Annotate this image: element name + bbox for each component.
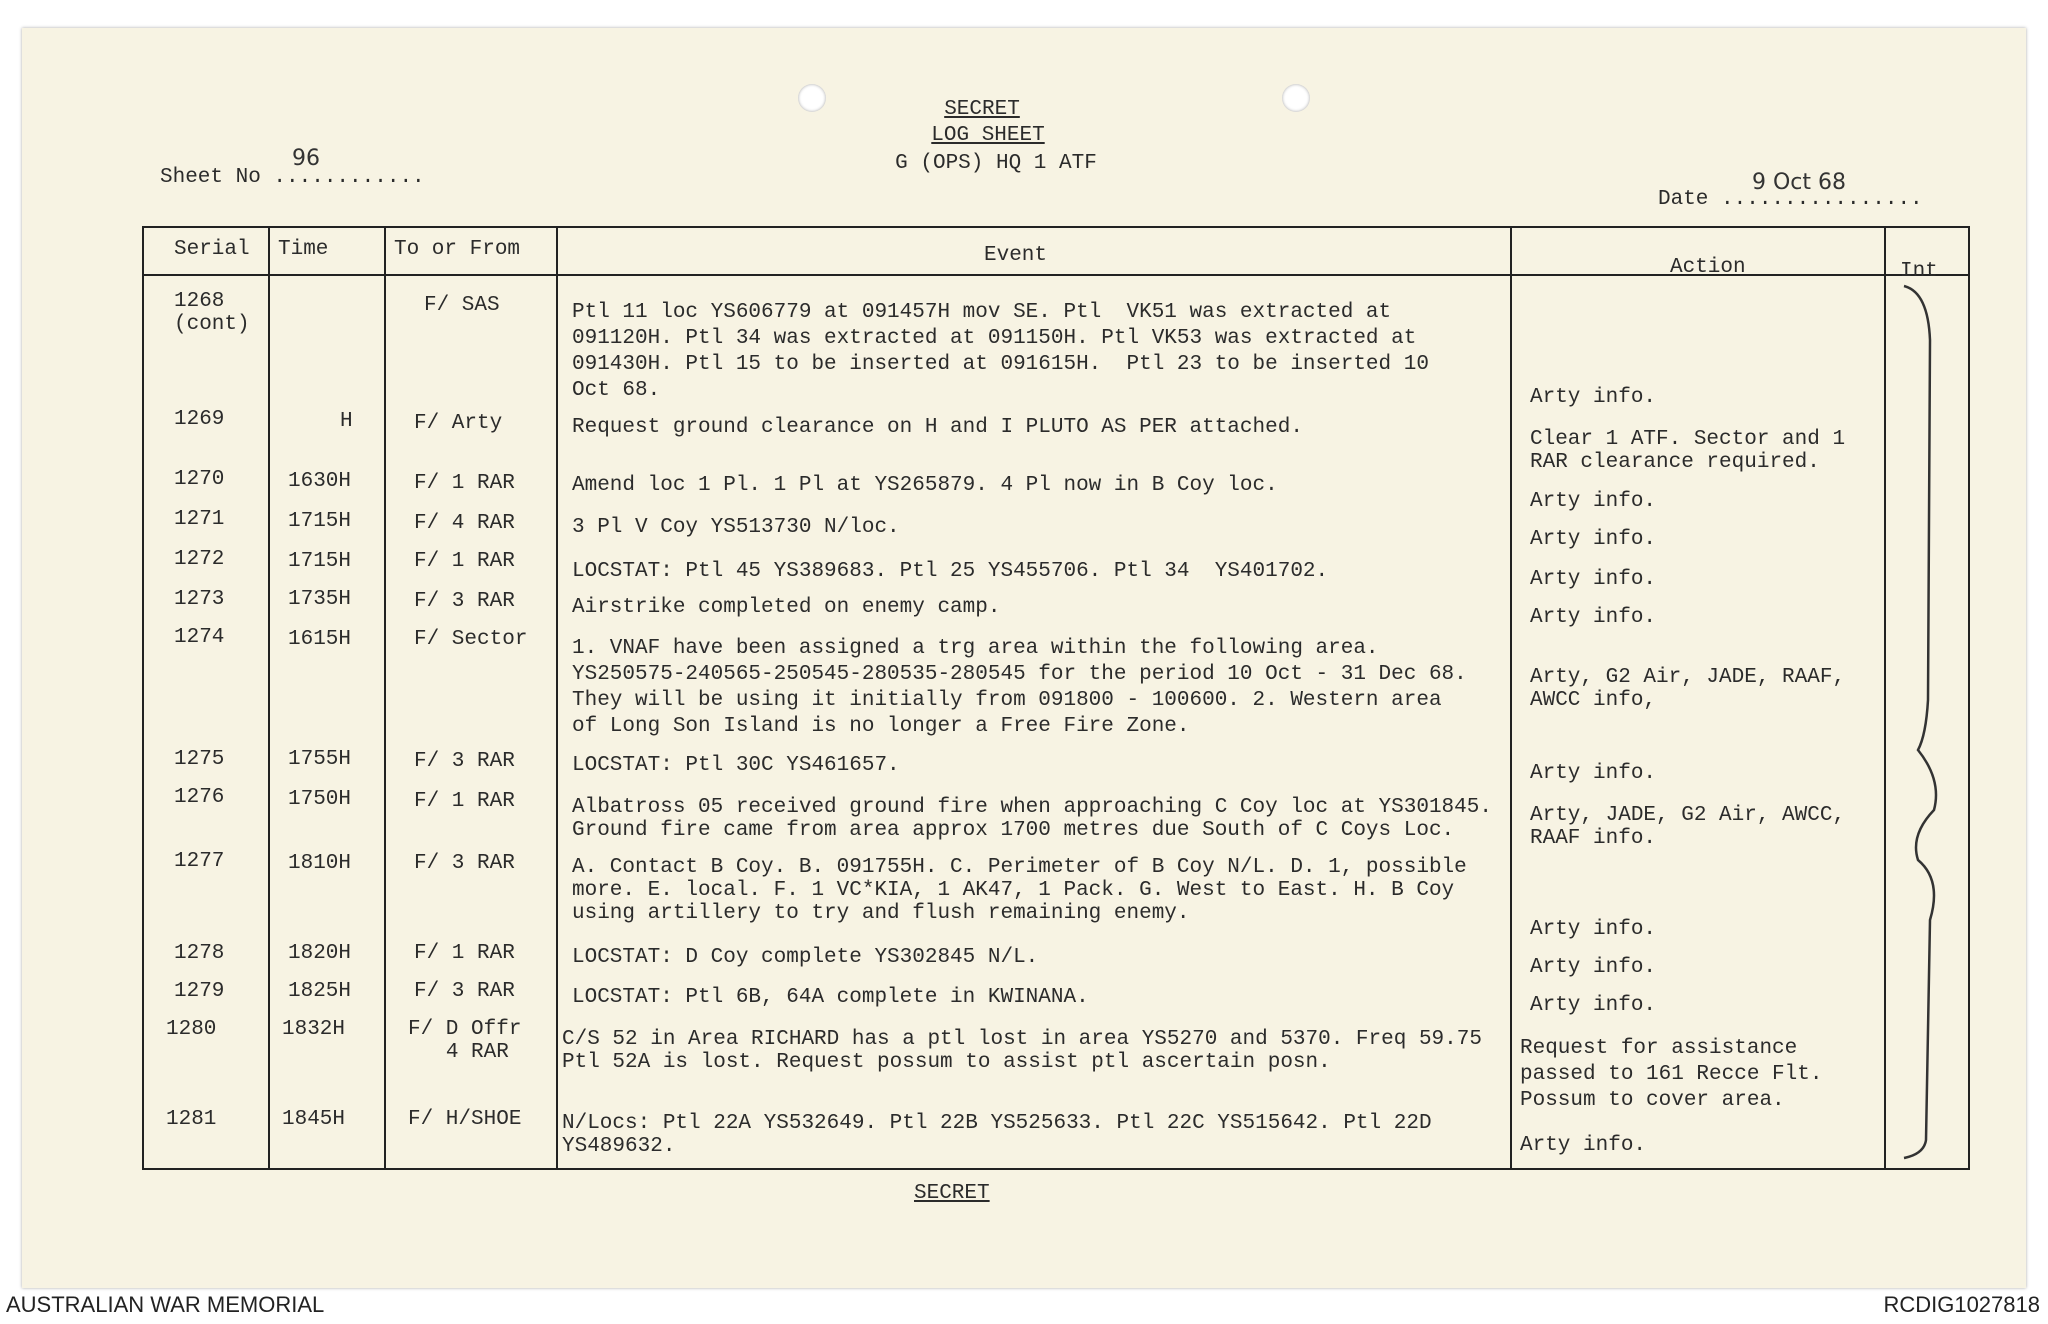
row-1274-to-from: F/ Sector — [414, 628, 528, 651]
row-1274-action: Arty, G2 Air, JADE, RAAF, AWCC info, — [1530, 666, 1846, 712]
row-1279-event: LOCSTAT: Ptl 6B, 64A complete in KWINANA. — [572, 986, 1089, 1009]
row-1276-to-from: F/ 1 RAR — [414, 790, 515, 813]
row-1270-to-from: F/ 1 RAR — [414, 472, 515, 495]
row-1271-time: 1715H — [288, 510, 352, 533]
row-1277-action: Arty info. — [1530, 918, 1657, 941]
row-1278-action: Arty info. — [1530, 956, 1657, 979]
row-1272-action: Arty info. — [1530, 568, 1657, 591]
date-value: 9 Oct 68 — [1752, 170, 1847, 195]
row-1271-action: Arty info. — [1530, 528, 1657, 551]
punch-hole-left — [798, 84, 826, 112]
row-1270-time: 1630H — [288, 470, 352, 493]
row-1272-serial: 1272 — [174, 548, 225, 571]
archive-reference: RCDIG1027818 — [1883, 1292, 2040, 1317]
row-1275-serial: 1275 — [174, 748, 225, 771]
row-1268-event: Ptl 11 loc YS606779 at 091457H mov SE. Ptl VK51 was extracted at 091120H. Ptl 34 was extracted at 091150H. Ptl VK53 was extracted at 091430H. Ptl 15 to be inserted at 091615H. Ptl 23 to be inserted 10 Oct 68. — [572, 301, 1429, 402]
row-1280-to-from: F/ D Offr 4 RAR — [408, 1018, 522, 1064]
row-1273-event: Airstrike completed on enemy camp. — [572, 596, 1001, 619]
row-1275-to-from: F/ 3 RAR — [414, 750, 515, 773]
row-1280-action: Request for assistance passed to 161 Recce Flt. Possum to cover area. — [1520, 1037, 1823, 1112]
row-1277-event: A. Contact B Coy. B. 091755H. C. Perimeter of B Coy N/L. D. 1, possible more. E. local. F. 1 VC*KIA, 1 AK47, 1 Pack. G. West to East. H. B Coy using artillery to try and flush remaining enemy. — [572, 856, 1467, 925]
row-1273-to-from: F/ 3 RAR — [414, 590, 515, 613]
row-1279-time: 1825H — [288, 980, 352, 1003]
row-1270-serial: 1270 — [174, 468, 225, 491]
row-1278-serial: 1278 — [174, 942, 225, 965]
row-1268-to-from: F/ SAS — [424, 294, 500, 317]
row-1278-time: 1820H — [288, 942, 352, 965]
row-1275-action: Arty info. — [1530, 762, 1657, 785]
row-1271-event: 3 Pl V Coy YS513730 N/loc. — [572, 516, 900, 539]
row-1281-to-from: F/ H/SHOE — [408, 1108, 522, 1131]
archive-credit: AUSTRALIAN WAR MEMORIAL — [6, 1292, 325, 1317]
row-1268-serial: 1268 (cont) — [174, 290, 250, 336]
col-header-action: Action — [1670, 256, 1746, 279]
row-1278-event: LOCSTAT: D Coy complete YS302845 N/L. — [572, 946, 1039, 969]
row-1270-event: Amend loc 1 Pl. 1 Pl at YS265879. 4 Pl now in B Coy loc. — [572, 474, 1278, 497]
sheet-no-label: Sheet No ............ — [160, 166, 425, 189]
row-1281-serial: 1281 — [166, 1108, 217, 1131]
row-1275-time: 1755H — [288, 748, 352, 771]
row-1280-time: 1832H — [282, 1018, 346, 1041]
row-1269-serial: 1269 — [174, 408, 225, 431]
row-1273-serial: 1273 — [174, 588, 225, 611]
row-1268-action: Arty info. — [1530, 386, 1657, 409]
col-header-int: Int — [1900, 260, 1938, 283]
row-1272-time: 1715H — [288, 550, 352, 573]
row-1274-event: 1. VNAF have been assigned a trg area within the following area. YS250575-240565-250545-280535-280545 for the period 10 Oct - 31 Dec 68. They will be using it initially from 091800 - 100600. 2. Western area of Long Son Island is no longer a Free Fire Zone. — [572, 637, 1467, 738]
col-header-event: Event — [984, 244, 1048, 267]
row-1269-to-from: F/ Arty — [414, 412, 503, 435]
row-1272-event: LOCSTAT: Ptl 45 YS389683. Ptl 25 YS455706. Ptl 34 YS401702. — [572, 560, 1329, 583]
log-table — [142, 226, 1970, 1170]
col-header-time: Time — [278, 238, 329, 261]
col-header-serial: Serial — [174, 238, 250, 261]
row-1269-event: Request ground clearance on H and I PLUTO AS PER attached. — [572, 416, 1303, 439]
col-header-to-from: To or From — [394, 238, 521, 261]
row-1281-action: Arty info. — [1520, 1134, 1647, 1157]
unit-heading: G (OPS) HQ 1 ATF — [895, 152, 1097, 175]
row-1271-to-from: F/ 4 RAR — [414, 512, 515, 535]
row-1279-serial: 1279 — [174, 980, 225, 1003]
row-1280-serial: 1280 — [166, 1018, 217, 1041]
row-1281-time: 1845H — [282, 1108, 346, 1131]
row-1271-serial: 1271 — [174, 508, 225, 531]
row-1269-action: Clear 1 ATF. Sector and 1 RAR clearance required. — [1530, 428, 1846, 474]
log-sheet-title: LOG SHEET — [931, 124, 1045, 147]
date-label: Date ................ — [1658, 188, 1923, 211]
row-1272-to-from: F/ 1 RAR — [414, 550, 515, 573]
row-1277-serial: 1277 — [174, 850, 225, 873]
sheet-no-value: 96 — [292, 146, 320, 171]
row-1273-action: Arty info. — [1530, 606, 1657, 629]
row-1279-to-from: F/ 3 RAR — [414, 980, 515, 1003]
row-1277-time: 1810H — [288, 852, 352, 875]
row-1280-event: C/S 52 in Area RICHARD has a ptl lost in area YS5270 and 5370. Freq 59.75 Ptl 52A is lost. Request possum to assist ptl ascertain posn. — [562, 1028, 1482, 1074]
row-1274-time: 1615H — [288, 628, 352, 651]
row-1277-to-from: F/ 3 RAR — [414, 852, 515, 875]
footer-classification: SECRET — [914, 1182, 990, 1205]
row-1273-time: 1735H — [288, 588, 352, 611]
row-1281-event: N/Locs: Ptl 22A YS532649. Ptl 22B YS525633. Ptl 22C YS515642. Ptl 22D YS489632. — [562, 1112, 1432, 1158]
classification-heading: SECRET — [944, 98, 1020, 121]
row-1276-event: Albatross 05 received ground fire when approaching C Coy loc at YS301845. Ground fire came from area approx 1700 metres due South of C Coys Loc. — [572, 796, 1492, 842]
row-1276-action: Arty, JADE, G2 Air, AWCC, RAAF info. — [1530, 804, 1846, 850]
row-1270-action: Arty info. — [1530, 490, 1657, 513]
row-1276-time: 1750H — [288, 788, 352, 811]
punch-hole-right — [1282, 84, 1310, 112]
row-1274-serial: 1274 — [174, 626, 225, 649]
row-1276-serial: 1276 — [174, 786, 225, 809]
int-column-handwritten-bracket — [1890, 280, 1962, 1160]
row-1269-time: H — [340, 410, 353, 433]
row-1279-action: Arty info. — [1530, 994, 1657, 1017]
row-1275-event: LOCSTAT: Ptl 30C YS461657. — [572, 754, 900, 777]
row-1278-to-from: F/ 1 RAR — [414, 942, 515, 965]
